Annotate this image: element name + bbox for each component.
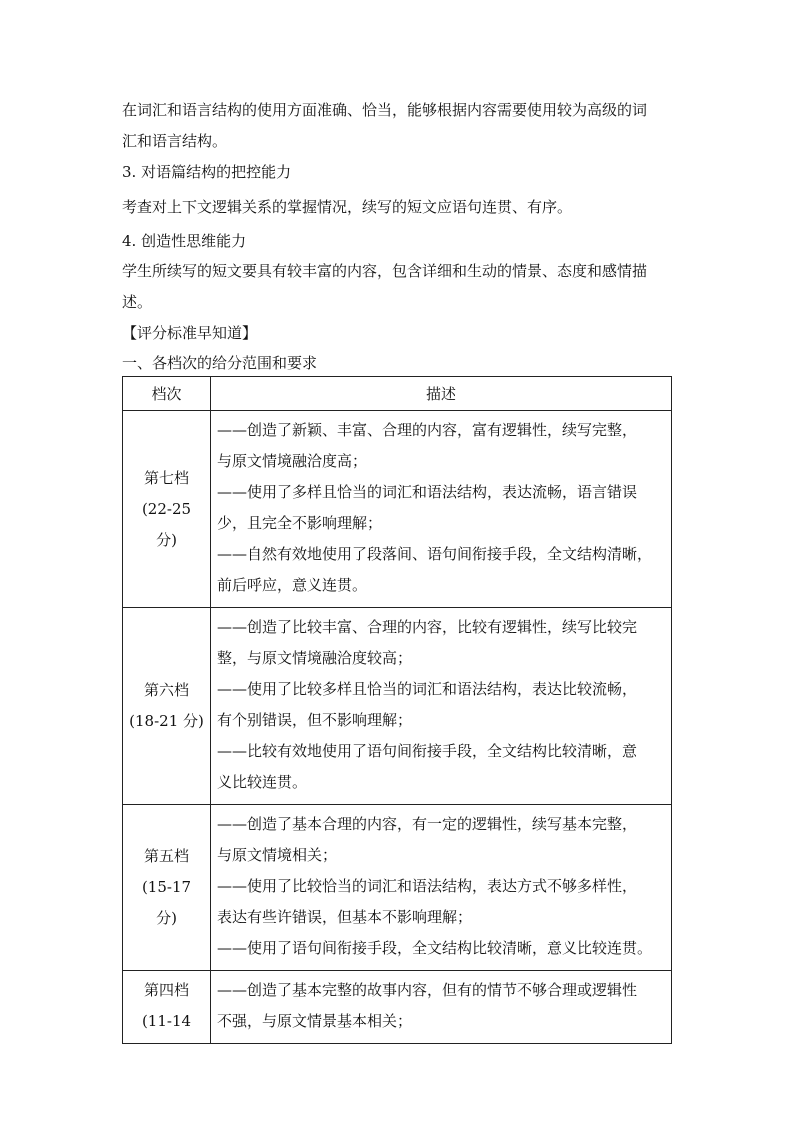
level-text: 分) (156, 530, 177, 549)
section-heading-creativity: 4. 创造性思维能力 (122, 232, 247, 250)
level-text: 第六档 (143, 681, 189, 699)
level-text: 第七档 (143, 468, 189, 487)
description-line: 义比较连贯。 (217, 773, 308, 791)
description-line: ——创造了基本完整的故事内容，但有的情节不够合理或逻辑性 (217, 981, 638, 999)
table-row (123, 971, 672, 1044)
level-cell (123, 971, 211, 1044)
table-row (123, 411, 672, 608)
description-line: 与原文情境融洽度高； (217, 452, 368, 470)
level-text: (15-17 (141, 878, 192, 896)
description-line: ——比较有效地使用了语句间衔接手段，全文结构比较清晰，意 (217, 742, 638, 760)
level-cell (123, 411, 211, 608)
table-header-row (123, 377, 672, 411)
description-cell (211, 805, 672, 971)
bracket-heading: 【评分标准早知道】 (122, 324, 258, 342)
table-row (123, 608, 672, 805)
description-line: ——创造了基本合理的内容，有一定的逻辑性，续写基本完整， (217, 815, 638, 833)
description-line: ——创造了新颖、丰富、合理的内容，富有逻辑性，续写完整， (217, 421, 638, 439)
description-line: ——使用了多样且恰当的词汇和语法结构，表达流畅，语言错误 (217, 483, 638, 501)
section-heading-structure: 3. 对语篇结构的把控能力 (122, 163, 292, 181)
description-cell (211, 411, 672, 608)
header-description: 描述 (211, 377, 672, 411)
level-text: (18-21 分) (129, 712, 204, 730)
table-row (123, 805, 672, 971)
description-line: ——使用了语句间衔接手段，全文结构比较清晰，意义比较连贯。 (217, 939, 653, 957)
description-line: ——使用了比较恰当的词汇和语法结构，表达方式不够多样性， (217, 877, 638, 895)
description-line: ——自然有效地使用了段落间、语句间衔接手段，全文结构清晰， (217, 545, 653, 563)
description-cell (211, 971, 672, 1044)
level-cell (123, 805, 211, 971)
description-line: ——创造了比较丰富、合理的内容，比较有逻辑性，续写比较完 (217, 618, 638, 636)
level-text: 第四档 (143, 981, 189, 999)
body-paragraph-line: 考查对上下文逻辑关系的掌握情况，续写的短文应语句连贯、有序。 (122, 198, 573, 216)
description-line: ——使用了比较多样且恰当的词汇和语法结构，表达比较流畅， (217, 680, 638, 698)
description-cell (211, 608, 672, 805)
description-line: 前后呼应，意义连贯。 (217, 576, 368, 594)
description-line: 表达有些许错误，但基本不影响理解； (217, 908, 473, 926)
level-text: (22-25 (141, 499, 192, 518)
description-line: 整，与原文情境融洽度较高； (217, 649, 413, 667)
grading-table (122, 376, 672, 1044)
body-paragraph-line: 学生所续写的短文要具有较丰富的内容，包含详细和生动的情景、态度和感情描 (122, 262, 648, 280)
level-cell (123, 608, 211, 805)
description-line: 少，且完全不影响理解； (217, 514, 383, 532)
level-text: 第五档 (143, 847, 189, 865)
body-paragraph-line: 汇和语言结构。 (122, 132, 228, 150)
header-level: 档次 (123, 377, 211, 411)
level-text: 分) (156, 909, 177, 927)
description-line: 与原文情境相关； (217, 846, 338, 864)
description-line: 有个别错误，但不影响理解； (217, 711, 413, 729)
description-line: 不强，与原文情景基本相关； (217, 1012, 413, 1030)
body-paragraph-line: 在词汇和语言结构的使用方面准确、恰当，能够根据内容需要使用较为高级的词 (122, 101, 648, 119)
table-caption: 一、各档次的给分范围和要求 (122, 354, 318, 372)
body-paragraph-line: 述。 (122, 293, 153, 311)
level-text: (11-14 (141, 1012, 192, 1030)
